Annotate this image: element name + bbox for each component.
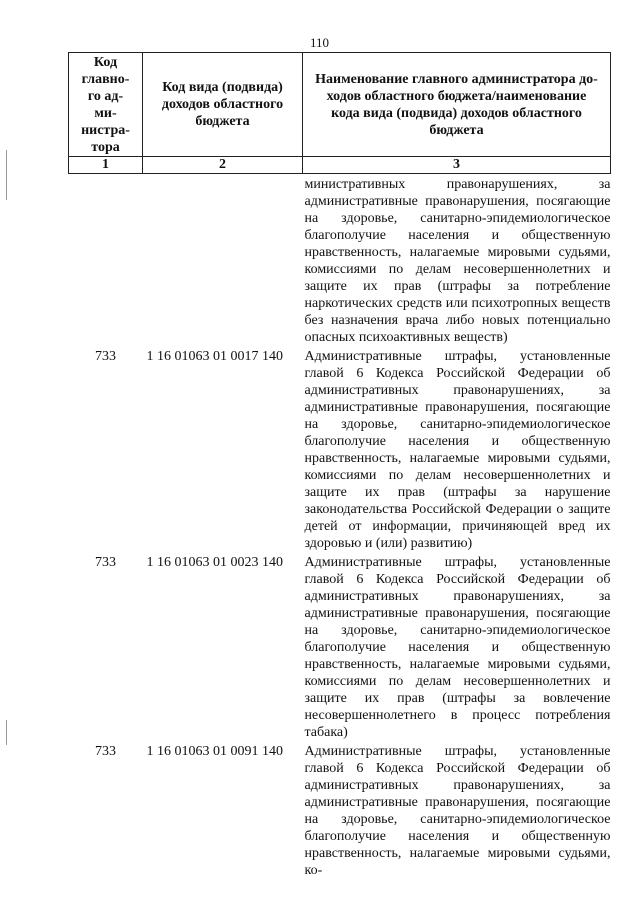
scan-edge-line [6,150,7,200]
table-row [69,346,611,552]
description-cell: министративных правонарушениях, за административные правонарушения, посягающие на здоровье, санитарно-эпидемиологическое благополучие населения и общественную нравственность, налагаемые мировыми судьями, комиссиями по делам несовершеннолетних и защите их прав (штрафы за потребление наркотических средств или психотропных веществ без назначения врача либо новых потенциально опасных психоактивных веществ) [304,177,611,345]
header-line: доходов областного [161,97,284,112]
column-number: 1 [69,157,143,174]
admin-code-cell: 733 [95,349,116,364]
table-header-row [69,53,611,157]
header-admin-code [69,53,143,157]
column-number-row [69,157,611,174]
header-line: бюджета [429,122,484,138]
description-cell: Административные штрафы, установленные главой 6 Кодекса Российской Федерации об административных правонарушениях, за административные правонарушения, посягающие на здоровье, санитарно-эпидемиологическое благополучие населения и общественную нравственность, налагаемые мировыми судьями, комиссиями по делам несовершеннолетних и защите их прав (штрафы за вовлечение несовершеннолетнего в процесс потребления табака) [304,555,611,740]
description-cell: Административные штрафы, установленные главой 6 Кодекса Российской Федерации об административных правонарушениях, за административные правонарушения, посягающие на здоровье, санитарно-эпидемиологическое благополучие населения и общественную нравственность, налагаемые мировыми судьями, комиссиями по делам несовершеннолетних и защите их прав (штрафы за нарушение законодательства Российской Федерации о защите детей от информации, причиняющей вред их здоровью и (или) развитию) [304,349,611,551]
description-cell: Административные штрафы, установленные главой 6 Кодекса Российской Федерации об административных правонарушениях, за административные правонарушения, посягающие на здоровье, санитарно-эпидемиологическое благополучие населения и общественную нравственность, налагаемые мировыми судьями, ко- [304,744,611,878]
budget-table [68,52,611,879]
column-number: 3 [303,157,611,174]
header-line: Код [93,54,118,70]
income-code-cell: 1 16 01063 01 0023 140 [146,555,283,570]
header-line: главно- [81,71,130,87]
header-line: Код вида (подвида) [162,80,283,95]
page-number: 110 [309,35,330,50]
table-row [69,552,611,741]
admin-code-cell [69,174,143,347]
income-code-cell: 1 16 01063 01 0017 140 [146,349,283,364]
income-code-cell [143,174,303,347]
header-line: тора [91,139,120,155]
table-row [69,741,611,879]
header-line: нистра- [81,122,130,138]
header-line: бюджета [195,114,250,129]
header-line: Наименование главного администратора до- [315,71,598,87]
income-code-cell: 1 16 01063 01 0091 140 [146,744,283,759]
column-number: 2 [143,157,303,174]
header-line: ходов областного бюджета/наименование [326,88,587,104]
header-admin-name [303,53,611,157]
header-income-code [143,53,303,157]
header-line: го ад- [87,88,124,104]
scan-edge-line [6,720,7,745]
header-line: ми- [94,105,117,121]
admin-code-cell: 733 [95,744,116,759]
table-row [69,174,611,347]
admin-code-cell: 733 [95,555,116,570]
header-line: кода вида (подвида) доходов областного [331,105,582,121]
